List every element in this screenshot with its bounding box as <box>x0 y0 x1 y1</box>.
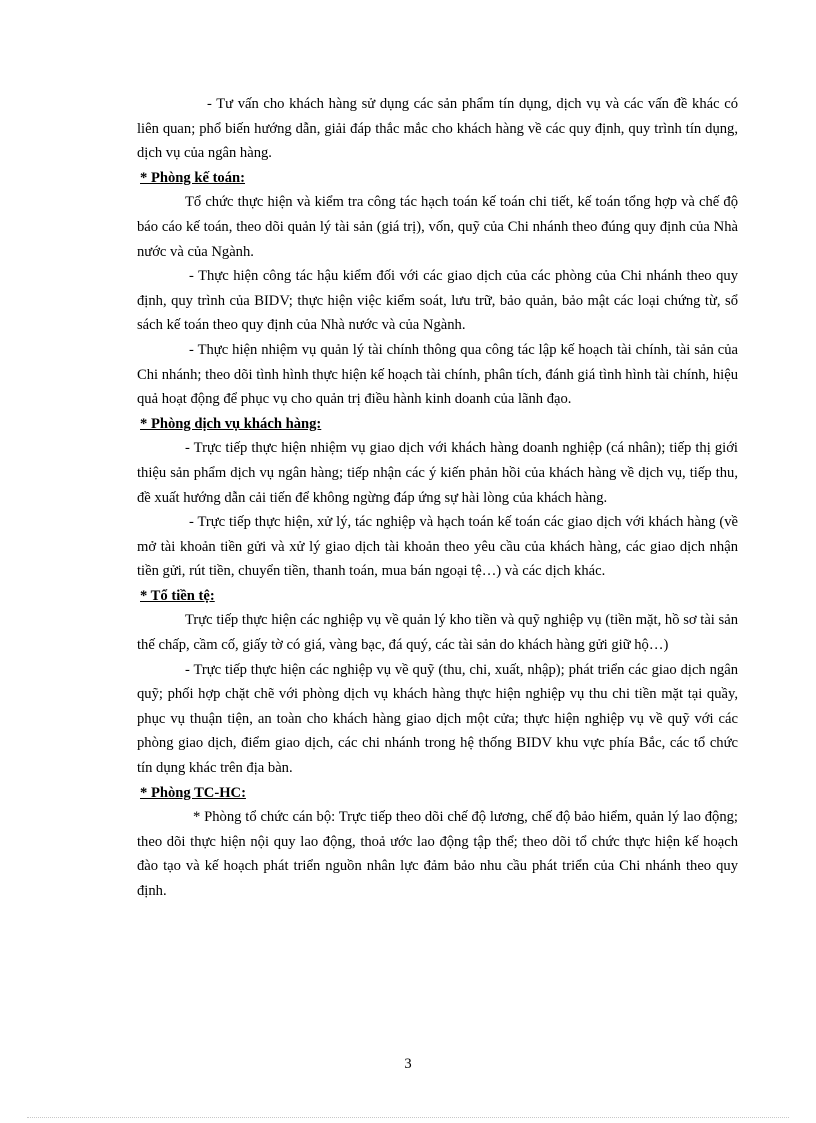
paragraph-consulting: - Tư vấn cho khách hàng sử dụng các sản phẩm tín dụng, dịch vụ và các vấn đề khác có liên quan; phổ biến hướng dẫn, giải đáp thắc mắc cho khách hàng về các quy định, quy trình tín dụng, dịch vụ của ngân hàng. <box>137 96 738 162</box>
paragraph-hr-admin: * Phòng tổ chức cán bộ: Trực tiếp theo dõi chế độ lương, chế độ bảo hiểm, quản lý lao động; theo dõi thực hiện nội quy lao động, thoả ước lao động tập thể; theo dõi tổ chức thực hiện kế hoạch đào tạo và kế hoạch phát triển nguồn nhân lực đảm bảo nhu cầu phát triển của Chi nhánh theo quy định. <box>137 809 738 899</box>
paragraph-treasury-1: Trực tiếp thực hiện các nghiệp vụ về quản lý kho tiền và quỹ nghiệp vụ (tiền mặt, hồ sơ tài sản thế chấp, cầm cố, giấy tờ có giá, vàng bạc, đá quý, các tài sản do khách hàng gửi giữ hộ…) <box>137 612 738 654</box>
footer-divider <box>27 1117 789 1118</box>
document-body <box>137 92 738 904</box>
heading-treasury-team: * Tổ tiền tệ: <box>140 587 215 604</box>
heading-hr-admin-dept: * Phòng TC-HC: <box>140 784 246 801</box>
page-number: 3 <box>404 1056 412 1072</box>
paragraph-accounting-2: - Thực hiện công tác hậu kiểm đối với các giao dịch của các phòng của Chi nhánh theo quy định, quy trình của BIDV; thực hiện việc kiểm soát, lưu trữ, bảo quản, bảo mật các loại chứng từ, sổ sách kế toán theo quy định của Nhà nước và của Ngành. <box>137 268 738 334</box>
heading-customer-service-dept: * Phòng dịch vụ khách hàng: <box>140 415 322 432</box>
paragraph-customer-service-2: - Trực tiếp thực hiện, xử lý, tác nghiệp và hạch toán kế toán các giao dịch với khách hàng (về mở tài khoản tiền gửi và xử lý giao dịch tài khoản theo yêu cầu của khách hàng, các giao dịch nhận tiền gửi, rút tiền, chuyển tiền, thanh toán, mua bán ngoại tệ…) và các dịch khác. <box>137 514 738 580</box>
paragraph-accounting-1: Tổ chức thực hiện và kiểm tra công tác hạch toán kế toán chi tiết, kế toán tổng hợp và chế độ báo cáo kế toán, theo dõi quản lý tài sản (giá trị), vốn, quỹ của Chi nhánh theo đúng quy định của Nhà nước và của Ngành. <box>137 194 738 260</box>
paragraph-customer-service-1: - Trực tiếp thực hiện nhiệm vụ giao dịch với khách hàng doanh nghiệp (cá nhân); tiếp thị giới thiệu sản phẩm dịch vụ ngân hàng; tiếp nhận các ý kiến phản hồi của khách hàng về dịch vụ, tiếp thu, đề xuất hướng dẫn cải tiến để không ngừng đáp ứng sự hài lòng của khách hàng. <box>137 440 738 506</box>
paragraph-accounting-3: - Thực hiện nhiệm vụ quản lý tài chính thông qua công tác lập kế hoạch tài chính, tài sản của Chi nhánh; theo dõi tình hình thực hiện kế hoạch tài chính, phân tích, đánh giá tình hình tài chính, hiệu quả hoạt động để phục vụ cho quản trị điều hành kinh doanh của lãnh đạo. <box>137 341 738 408</box>
paragraph-treasury-2: - Trực tiếp thực hiện các nghiệp vụ về quỹ (thu, chi, xuất, nhập); phát triển các giao dịch ngân quỹ; phối hợp chặt chẽ với phòng dịch vụ khách hàng thực hiện nghiệp vụ thu chi tiền mặt tại quầy, phục vụ thuận tiện, an toàn cho khách hàng giao dịch một cửa; thực hiện nghiệp vụ về quỹ với các phòng giao dịch, điểm giao dịch, các chi nhánh trong hệ thống BIDV khu vực phía Bắc, các tổ chức tín dụng khác trên địa bàn. <box>137 661 738 777</box>
heading-accounting-dept: * Phòng kế toán: <box>140 169 246 186</box>
